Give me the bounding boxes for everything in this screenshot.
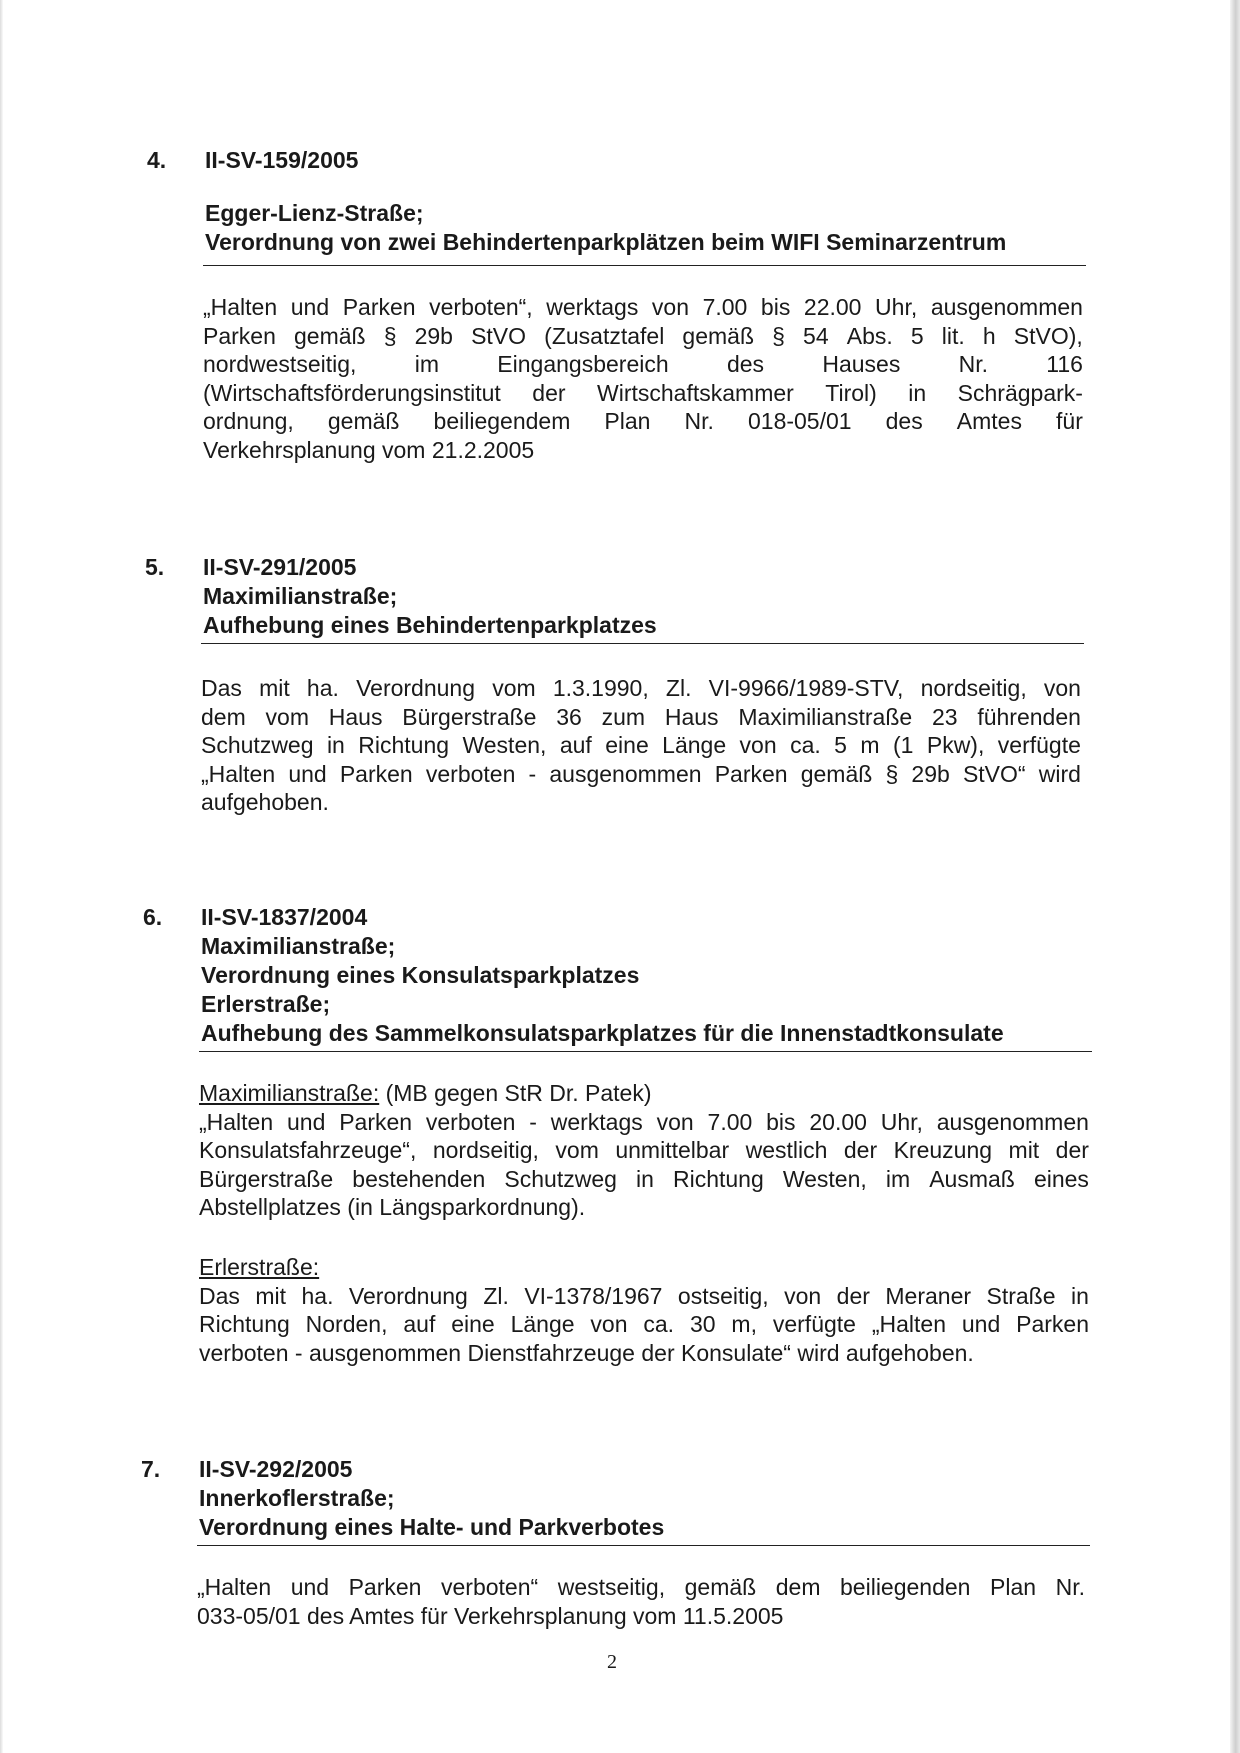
subject-title: Verordnung von zwei Behindertenparkplätzen beim WIFI Seminarzentrum <box>205 229 1007 255</box>
item-heading <box>199 1455 664 1542</box>
body-line: Konsulatsfahrzeuge“, nordseitig, vom unmittelbar westlich der Kreuzung mit der <box>199 1137 1089 1163</box>
body-line: dem vom Haus Bürgerstraße 36 zum Haus Maximilianstraße 23 führenden <box>201 703 1081 730</box>
body-line: Abstellplatzes (in Längsparkordnung). <box>199 1194 586 1220</box>
item-body-maximilianstrasse <box>199 1079 1089 1222</box>
body-line: „Halten und Parken verboten - ausgenommen Parken gemäß § 29b StVO“ wird <box>201 760 1081 787</box>
heading-underline <box>201 643 1084 644</box>
paragraph-label-line <box>199 1253 1089 1282</box>
page-number: 2 <box>607 1651 617 1673</box>
body-line: Bürgerstraße bestehenden Schutzweg in Richtung Westen, im Ausmaß eines <box>199 1165 1089 1192</box>
item-number: 7. <box>141 1456 161 1482</box>
body-line: aufgehoben. <box>201 789 329 815</box>
street-name: Innerkoflerstraße; <box>199 1485 395 1511</box>
subject-title: Aufhebung des Sammelkonsulatsparkplatzes für die Innenstadtkonsulate <box>201 1020 1004 1046</box>
heading-underline <box>197 1545 1090 1546</box>
heading-underline <box>199 1051 1092 1052</box>
item-heading <box>201 903 1004 1048</box>
file-reference: II-SV-1837/2004 <box>201 904 368 930</box>
street-name: Erlerstraße; <box>201 991 331 1017</box>
item-number: 6. <box>143 904 163 930</box>
item-heading <box>203 553 657 640</box>
paragraph-label: Maximilianstraße: <box>199 1080 380 1106</box>
heading-underline <box>203 265 1086 266</box>
street-name: Egger-Lienz-Straße; <box>205 200 424 226</box>
body-line: „Halten und Parken verboten“, werktags von 7.00 bis 22.00 Uhr, ausgenommen <box>203 294 1083 320</box>
item-heading <box>205 146 1006 257</box>
file-reference: II-SV-291/2005 <box>203 554 357 580</box>
item-body-erlerstrasse <box>199 1253 1089 1367</box>
paragraph-label-line <box>199 1079 1089 1108</box>
item-body <box>201 674 1081 817</box>
item-body <box>203 293 1083 464</box>
item-number: 5. <box>145 554 165 580</box>
body-line: Schutzweg in Richtung Westen, auf eine Länge von ca. 5 m (1 Pkw), verfügte <box>201 732 1081 758</box>
item-body <box>197 1573 1085 1630</box>
body-line: verboten - ausgenommen Dienstfahrzeuge der Konsulate“ wird aufgehoben. <box>199 1339 974 1366</box>
file-reference: II-SV-159/2005 <box>205 147 359 173</box>
body-line: „Halten und Parken verboten - werktags von 7.00 bis 20.00 Uhr, ausgenommen <box>199 1108 1089 1135</box>
body-line: Verkehrsplanung vom 21.2.2005 <box>203 436 535 463</box>
body-line: Das mit ha. Verordnung vom 1.3.1990, Zl. VI-9966/1989-STV, nordseitig, von <box>201 675 1081 701</box>
body-line: (Wirtschaftsförderungsinstitut der Wirtschaftskammer Tirol) in Schrägpark- <box>203 379 1083 406</box>
subject-title: Verordnung eines Halte- und Parkverbotes <box>199 1514 665 1540</box>
street-name: Maximilianstraße; <box>201 933 396 959</box>
scan-edge-right <box>1230 0 1240 1753</box>
file-reference: II-SV-292/2005 <box>199 1456 353 1482</box>
heading-spacer <box>205 175 1006 199</box>
body-line: Das mit ha. Verordnung Zl. VI-1378/1967 ostseitig, von der Meraner Straße in <box>199 1282 1089 1309</box>
body-line: ordnung, gemäß beiliegendem Plan Nr. 018-05/01 des Amtes für <box>203 408 1083 434</box>
scan-edge-left <box>0 0 3 1753</box>
body-line: nordwestseitig, im Eingangsbereich des Hauses Nr. 116 <box>203 351 1083 377</box>
body-line: „Halten und Parken verboten“ westseitig, gemäß dem beiliegenden Plan Nr. <box>197 1574 1085 1600</box>
subject-title: Aufhebung eines Behindertenparkplatzes <box>203 612 657 638</box>
item-number: 4. <box>147 147 167 173</box>
body-line: Parken gemäß § 29b StVO (Zusatztafel gemäß § 54 Abs. 5 lit. h StVO), <box>203 322 1083 349</box>
subject-title: Verordnung eines Konsulatsparkplatzes <box>201 962 640 988</box>
paragraph-label: Erlerstraße: <box>199 1254 320 1280</box>
street-name: Maximilianstraße; <box>203 583 398 609</box>
body-line: Richtung Norden, auf eine Länge von ca. 30 m, verfügte „Halten und Parken <box>199 1311 1089 1337</box>
paragraph-label-note: (MB gegen StR Dr. Patek) <box>379 1080 652 1106</box>
body-line: 033-05/01 des Amtes für Verkehrsplanung vom 11.5.2005 <box>197 1602 784 1629</box>
